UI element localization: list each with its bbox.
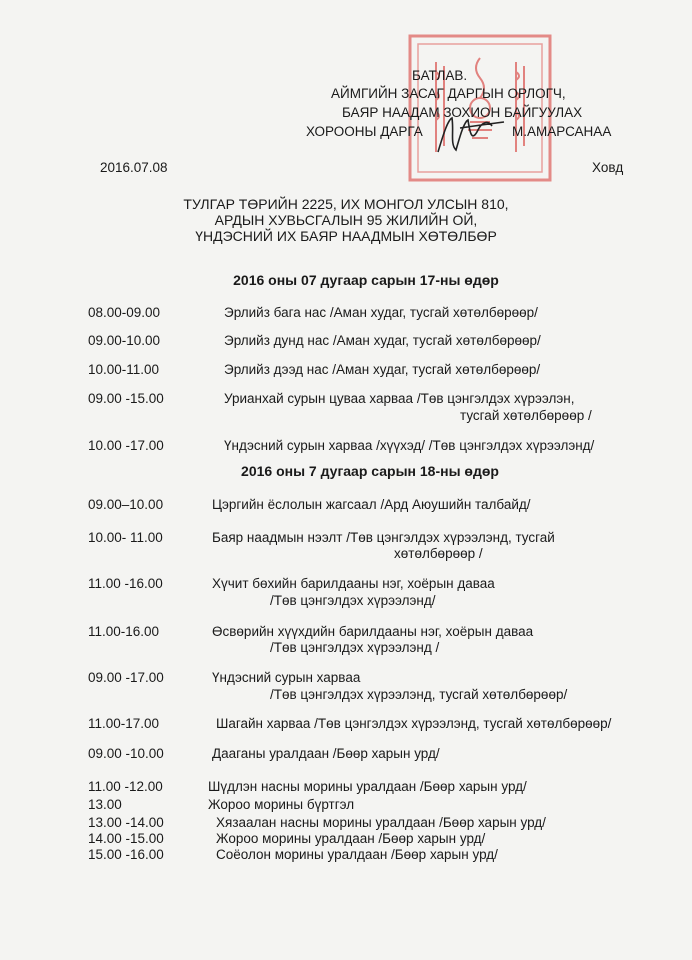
event-description: Үндэсний сурын харваа (212, 670, 361, 685)
title-line-3: ҮНДЭСНИЙ ИХ БАЯР НААДМЫН ХӨТӨЛБӨР (195, 228, 497, 244)
event-time: 14.00 -15.00 (88, 831, 164, 846)
event-time: 13.00 (88, 797, 122, 812)
day1-heading: 2016 оны 07 дугаар сарын 17-ны өдөр (233, 272, 499, 288)
approval-word: БАТЛАВ. (412, 68, 468, 83)
event-time: 11.00-17.00 (88, 716, 160, 731)
approval-position: АЙМГИЙН ЗАСАГ ДАРГЫН ОРЛОГЧ, (331, 86, 566, 101)
event-description: Эрлийз дээд нас /Аман худаг, тусгай хөтөлбөрөөр/ (224, 362, 541, 377)
approval-signer-name: М.АМАРСАНАА (512, 124, 612, 139)
event-time: 10.00 -17.00 (88, 438, 164, 453)
event-time: 11.00 -16.00 (88, 576, 163, 591)
title-line-1: ТУЛГАР ТӨРИЙН 2225, ИХ МОНГОЛ УЛСЫН 810, (183, 196, 509, 212)
event-description-cont: /Төв цэнгэлдэх хүрээлэнд / (270, 640, 440, 655)
event-description: Хүчит бөхийн барилдааны нэг, хоёрын даваа (212, 576, 495, 591)
event-time: 09.00–10.00 (88, 497, 164, 512)
day2-heading: 2016 оны 7 дугаар сарын 18-ны өдөр (241, 463, 499, 479)
event-description: Жороо морины уралдаан /Бөөр харын урд/ (216, 831, 486, 846)
event-description: Эрлийз бага нас /Аман худаг, тусгай хөтөлбөрөөр/ (224, 305, 538, 320)
event-time: 10.00-11.00 (88, 362, 160, 377)
event-time: 09.00-10.00 (88, 333, 161, 348)
event-description: Шүдлэн насны морины уралдаан /Бөөр харын урд/ (208, 779, 527, 794)
event-time: 09.00 -10.00 (88, 746, 164, 761)
event-time: 13.00 -14.00 (88, 815, 164, 830)
event-description: Баяр наадмын нээлт /Төв цэнгэлдэх хүрээлэнд, тусгай (212, 530, 555, 545)
event-description: Өсвөрийн хүүхдийн барилдааны нэг, хоёрын даваа (212, 624, 534, 639)
document-date: 2016.07.08 (100, 160, 168, 175)
document-place: Ховд (592, 160, 624, 175)
event-time: 10.00- 11.00 (88, 530, 163, 545)
event-time: 11.00-16.00 (88, 624, 160, 639)
event-description-cont: хөтөлбөрөөр / (394, 546, 483, 561)
event-time: 11.00 -12.00 (88, 779, 163, 794)
event-time: 15.00 -16.00 (88, 847, 164, 862)
event-description: Цэргийн ёслолын жагсаал /Ард Аюушийн талбайд/ (212, 497, 531, 512)
event-time: 09.00 -15.00 (88, 391, 164, 406)
event-description: Үндэсний сурын харваа /хүүхэд/ /Төв цэнгэлдэх хүрээлэнд/ (224, 438, 595, 453)
event-description-cont: тусгай хөтөлбөрөөр / (460, 408, 592, 423)
event-description: Дааганы уралдаан /Бөөр харын урд/ (212, 746, 440, 761)
event-description: Шагайн харваа /Төв цэнгэлдэх хүрээлэнд, тусгай хөтөлбөрөөр/ (216, 716, 612, 731)
event-description: Хязаалан насны морины уралдаан /Бөөр харын урд/ (216, 815, 546, 830)
event-description: Соёолон морины уралдаан /Бөөр харын урд/ (216, 847, 498, 862)
event-description: Эрлийз дунд нас /Аман худаг, тусгай хөтөлбөрөөр/ (224, 333, 541, 348)
event-description: Жороо морины бүртгэл (208, 797, 355, 812)
event-time: 09.00 -17.00 (88, 670, 164, 685)
title-line-2: АРДЫН ХУВЬСГАЛЫН 95 ЖИЛИЙН ОЙ, (214, 212, 478, 228)
event-description: Урианхай сурын цуваа харваа /Төв цэнгэлдэх хүрээлэн, (224, 391, 575, 406)
approval-chair-title: ХОРООНЫ ДАРГА (306, 124, 423, 139)
event-description-cont: /Төв цэнгэлдэх хүрээлэнд, тусгай хөтөлбөрөөр/ (270, 687, 568, 702)
event-description-cont: /Төв цэнгэлдэх хүрээлэнд/ (270, 593, 436, 608)
approval-committee: БАЯР НААДАМ ЗОХИОН БАЙГУУЛАХ (342, 105, 583, 120)
event-time: 08.00-09.00 (88, 305, 161, 320)
